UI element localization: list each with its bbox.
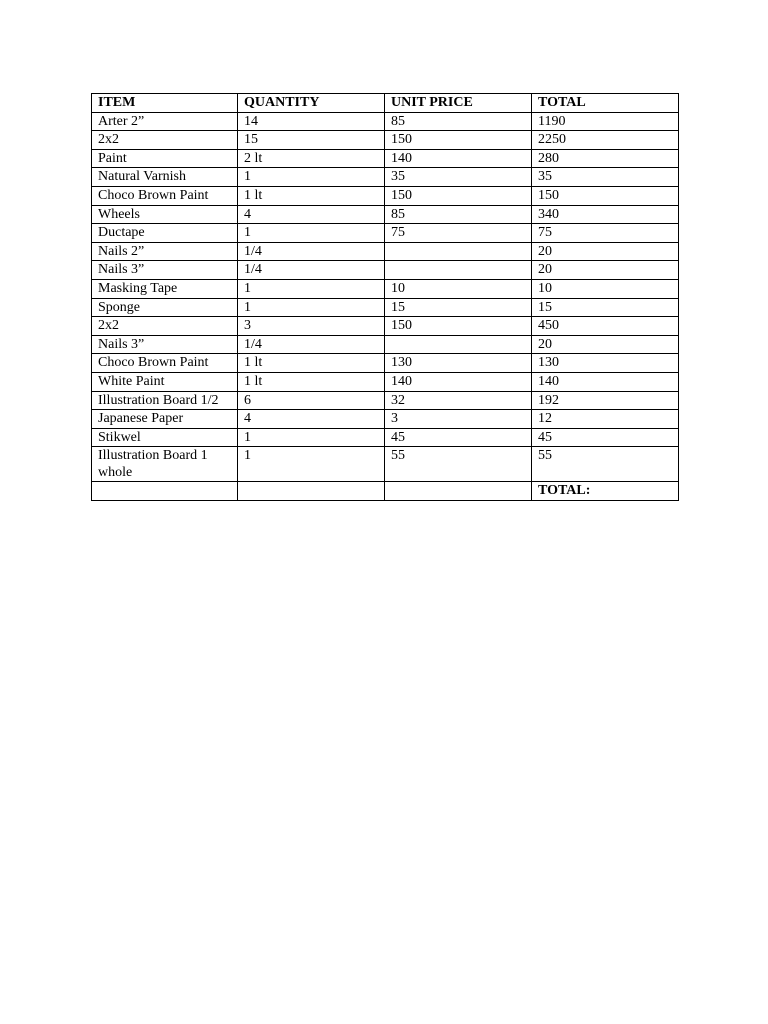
cell-quantity: 1 lt: [238, 354, 385, 373]
cell-unit-price: 85: [385, 112, 532, 131]
footer-cell-item: [92, 482, 238, 501]
cell-total: 1190: [532, 112, 679, 131]
cell-total: 340: [532, 205, 679, 224]
table-row: [92, 298, 679, 317]
cell-unit-price: 55: [385, 447, 532, 482]
cell-total: 35: [532, 168, 679, 187]
cell-total: 55: [532, 447, 679, 482]
cell-unit-price: 85: [385, 205, 532, 224]
cell-total: 10: [532, 279, 679, 298]
table-row: [92, 428, 679, 447]
table-body: [92, 112, 679, 482]
cell-quantity: 6: [238, 391, 385, 410]
cell-quantity: 2 lt: [238, 149, 385, 168]
table-row: [92, 317, 679, 336]
cell-unit-price: 150: [385, 131, 532, 150]
cell-item: Sponge: [92, 298, 238, 317]
cell-item: Ductape: [92, 224, 238, 243]
cell-total: 130: [532, 354, 679, 373]
cell-item: Illustration Board 1 whole: [92, 447, 238, 482]
cell-total: 20: [532, 261, 679, 280]
table-row: [92, 354, 679, 373]
cell-unit-price: 3: [385, 410, 532, 429]
cell-item: Nails 2”: [92, 242, 238, 261]
cell-quantity: 1/4: [238, 261, 385, 280]
cell-unit-price: 150: [385, 317, 532, 336]
table-row: [92, 224, 679, 243]
cell-unit-price: 140: [385, 149, 532, 168]
cell-total: 20: [532, 242, 679, 261]
cell-item: Natural Varnish: [92, 168, 238, 187]
table-row: [92, 242, 679, 261]
cell-unit-price: 150: [385, 186, 532, 205]
cell-quantity: 1: [238, 298, 385, 317]
cell-quantity: 1 lt: [238, 186, 385, 205]
cell-item: Japanese Paper: [92, 410, 238, 429]
cell-unit-price: 140: [385, 372, 532, 391]
cell-item: Wheels: [92, 205, 238, 224]
cell-total: 150: [532, 186, 679, 205]
cell-item: Arter 2”: [92, 112, 238, 131]
cell-unit-price: 32: [385, 391, 532, 410]
cell-item: Nails 3”: [92, 261, 238, 280]
cell-total: 45: [532, 428, 679, 447]
cell-unit-price: 15: [385, 298, 532, 317]
table-row: [92, 205, 679, 224]
cell-total: 280: [532, 149, 679, 168]
cell-total: 75: [532, 224, 679, 243]
table-row: [92, 410, 679, 429]
table-row: [92, 131, 679, 150]
cell-unit-price: 45: [385, 428, 532, 447]
header-quantity: QUANTITY: [238, 94, 385, 113]
cell-item: 2x2: [92, 131, 238, 150]
table-row: [92, 372, 679, 391]
cell-quantity: 3: [238, 317, 385, 336]
table-row: [92, 112, 679, 131]
cell-quantity: 1/4: [238, 242, 385, 261]
cell-item: Choco Brown Paint: [92, 186, 238, 205]
table-row: [92, 168, 679, 187]
cell-quantity: 1: [238, 168, 385, 187]
cell-quantity: 1/4: [238, 335, 385, 354]
cell-item: Masking Tape: [92, 279, 238, 298]
cell-item: Choco Brown Paint: [92, 354, 238, 373]
cell-quantity: 1 lt: [238, 372, 385, 391]
cell-total: 20: [532, 335, 679, 354]
table-row: [92, 149, 679, 168]
cell-quantity: 1: [238, 224, 385, 243]
items-table: [91, 93, 679, 501]
cell-unit-price: [385, 242, 532, 261]
table-header-row: [92, 94, 679, 113]
cell-total: 2250: [532, 131, 679, 150]
cell-quantity: 1: [238, 428, 385, 447]
cell-item: Paint: [92, 149, 238, 168]
cell-unit-price: [385, 261, 532, 280]
header-total: TOTAL: [532, 94, 679, 113]
cell-quantity: 4: [238, 410, 385, 429]
cell-item: White Paint: [92, 372, 238, 391]
cell-quantity: 4: [238, 205, 385, 224]
cell-item: 2x2: [92, 317, 238, 336]
cell-unit-price: [385, 335, 532, 354]
cell-item: Nails 3”: [92, 335, 238, 354]
cell-total: 12: [532, 410, 679, 429]
table-row: [92, 279, 679, 298]
cell-quantity: 1: [238, 447, 385, 482]
cell-quantity: 15: [238, 131, 385, 150]
cell-total: 192: [532, 391, 679, 410]
header-unit-price: UNIT PRICE: [385, 94, 532, 113]
total-label: TOTAL:: [532, 482, 679, 501]
cell-total: 450: [532, 317, 679, 336]
footer-cell-quantity: [238, 482, 385, 501]
table-row: [92, 261, 679, 280]
cell-total: 140: [532, 372, 679, 391]
cell-unit-price: 75: [385, 224, 532, 243]
footer-cell-unit-price: [385, 482, 532, 501]
cell-item: Stikwel: [92, 428, 238, 447]
table-row: [92, 447, 679, 482]
cell-item: Illustration Board 1/2: [92, 391, 238, 410]
cell-unit-price: 130: [385, 354, 532, 373]
header-item: ITEM: [92, 94, 238, 113]
table-row: [92, 391, 679, 410]
table-footer-row: [92, 482, 679, 501]
table-row: [92, 335, 679, 354]
cell-quantity: 14: [238, 112, 385, 131]
cell-unit-price: 35: [385, 168, 532, 187]
cell-total: 15: [532, 298, 679, 317]
cell-quantity: 1: [238, 279, 385, 298]
table-row: [92, 186, 679, 205]
cell-unit-price: 10: [385, 279, 532, 298]
